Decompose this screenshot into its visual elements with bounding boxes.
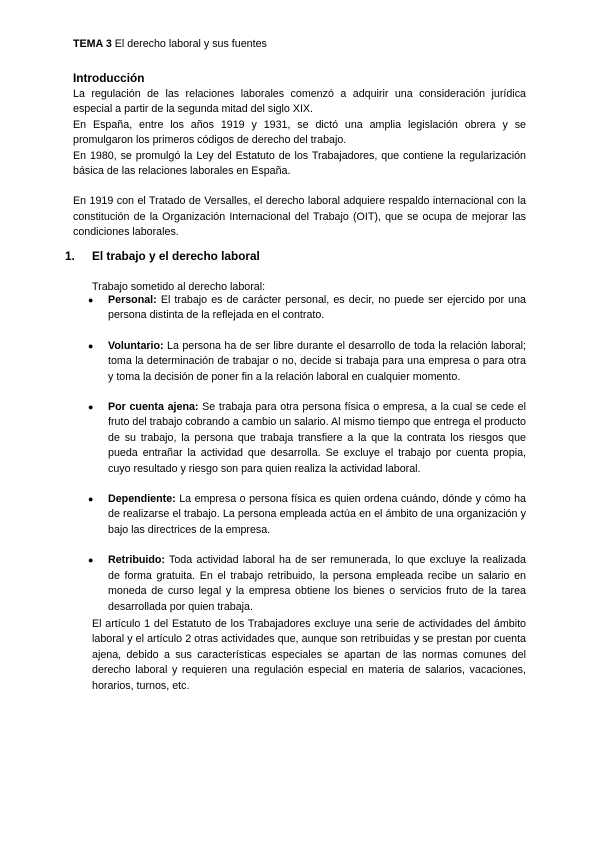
characteristics-list [88, 293, 526, 630]
intro-paragraph: La regulación de las relaciones laborales comenzó a adquirir una consideración jurídica especial a partir de la segunda mitad del siglo XIX. [73, 88, 526, 116]
item-term: Por cuenta ajena: [108, 401, 199, 414]
list-item [88, 339, 526, 385]
bullet-icon: ● [88, 295, 94, 305]
item-term: Voluntario: [108, 339, 164, 352]
section-number: 1. [65, 249, 75, 263]
item-text: La empresa o persona física es quien ordena cuándo, dónde y cómo ha de realizarse el trabajo. La persona empleada actúa en el ámbito de una organización y bajo las directrices de la empresa. [108, 493, 526, 536]
section-heading [65, 249, 260, 264]
intro-heading: Introducción [73, 71, 145, 85]
list-item [88, 553, 526, 615]
item-text: Toda actividad laboral ha de ser remunerada, lo que excluye la realizada de forma gratuita. En el trabajo retribuido, la persona empleada recibe un salario en moneda de curso legal y la empresa obtiene los bienes o servicios fruto de la tarea desarrollada por quien trabaja. [108, 554, 526, 613]
page-header [73, 37, 267, 52]
bullet-icon: ● [88, 555, 94, 566]
item-term: Personal: [108, 294, 157, 306]
item-text: Se trabaja para otra persona física o empresa, a la cual se cede el fruto del trabajo cobrando a cambio un salario. Al mismo tiempo que entrega el producto de su trabajo, la persona que trabaja transfiere a la que la contrata los riesgos que pueda entrañar la actividad que desarrolla. Se excluye el trabajo por cuenta propia, cuyo resultado y riesgo son para quien realiza la actividad laboral. [108, 401, 527, 475]
bullet-icon: ● [88, 340, 94, 351]
list-item [88, 400, 526, 477]
intro-paragraph: En 1919 con el Tratado de Versalles, el derecho laboral adquiere respaldo internacional con la constitución de la Organización Internacional del Trabajo (OIT), que se ocupa de mejorar las condiciones laborales. [73, 195, 526, 239]
section-title: El trabajo y el derecho laboral [92, 249, 260, 263]
item-text: La persona ha de ser libre durante el desarrollo de toda la relación laboral; toma la determinación de trabajar o no, decide si trabaja para una empresa o para otra y toma la decisión de poner fin a la relación laboral en cualquier momento. [108, 339, 526, 383]
item-term: Dependiente: [108, 493, 176, 506]
list-lead: Trabajo sometido al derecho laboral: [92, 281, 266, 293]
intro-body [73, 87, 526, 241]
tema-label: TEMA 3 [73, 38, 112, 50]
bullet-icon: ● [88, 402, 94, 413]
list-item [88, 293, 526, 324]
list-item [88, 492, 526, 538]
item-text: El trabajo es de carácter personal, es decir, no puede ser ejercido por una persona distinta de la reflejada en el contrato. [108, 294, 526, 322]
closing-paragraph: El artículo 1 del Estatuto de los Trabajadores excluye una serie de actividades del ámbito laboral y el artículo 2 otras actividades que, aunque son retribuidas y se prestan por cuenta ajena, debido a sus características especiales se apartan de las normas comunes del derecho laboral y requieren una regulación especial en materia de salarios, vacaciones, horarios, turnos, etc. [92, 618, 526, 692]
item-term: Retribuido: [108, 554, 165, 567]
bullet-icon: ● [88, 494, 94, 505]
tema-title: El derecho laboral y sus fuentes [114, 38, 267, 50]
intro-paragraph: En España, entre los años 1919 y 1931, se dictó una amplia legislación obrera y se promulgaron los primeros códigos de derecho del trabajo. [73, 118, 526, 147]
intro-paragraph: En 1980, se promulgó la Ley del Estatuto de los Trabajadores, que contiene la regularización básica de las relaciones laborales en España. [73, 149, 526, 178]
